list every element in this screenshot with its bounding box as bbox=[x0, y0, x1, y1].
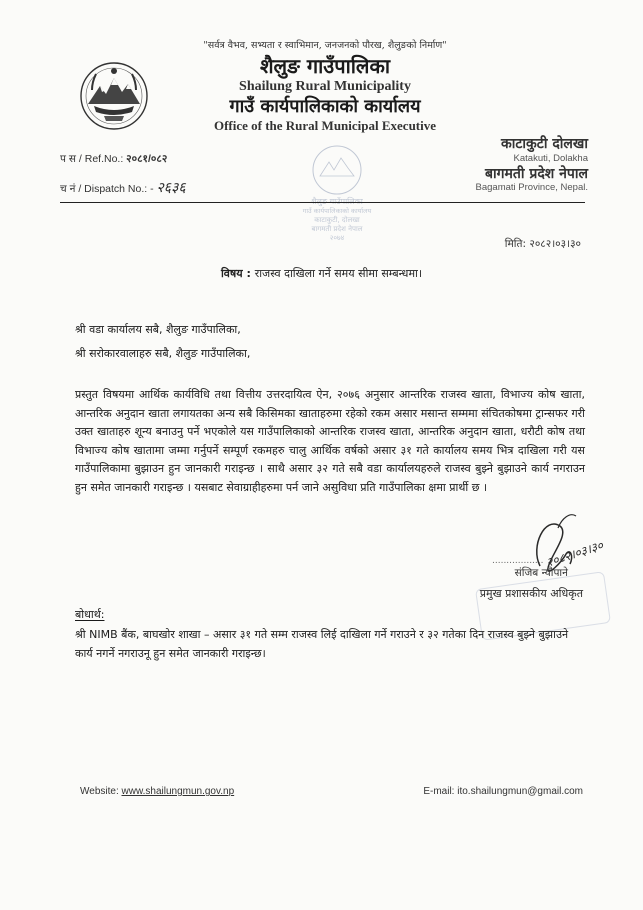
letter-date: मिति: २०८२।०३।३० bbox=[504, 238, 581, 250]
seal-text-1: शैलुङ गाउँपालिका bbox=[311, 197, 363, 206]
cc-body: श्री NIMB बैंक, बाघखोर शाखा – असार ३१ गते सम्म राजस्व लिई दाखिला गर्ने गराउने र ३२ गतेका दिन राजस्व बुझ्ने बुझाउने कार्य नगर्ने नगराउनू हुन समेत जानकारी गराइन्छ। bbox=[75, 628, 569, 660]
email-address[interactable]: ito.shailungmun@gmail.com bbox=[457, 786, 583, 797]
subject-text: राजस्व दाखिला गर्ने समय सीमा सम्बन्धमा। bbox=[254, 267, 423, 280]
seal-text-2: गाउँ कार्यपालिकाको कार्यालय bbox=[302, 207, 372, 215]
body-paragraph: प्रस्तुत विषयमा आर्थिक कार्यविधि तथा वित्तीय उत्तरदायित्व ऐन, २०७६ अनुसार आन्तरिक राजस्व खाता, विभाज्य कोष खाता, आन्तरिक अनुदान खाता लगायतका अन्य सबै किसिमका खाताहरुमा रहेको रकम असार मसान्त सम्ममा संचितकोषमा ट्रान्सफर गरी उक्त खाताहरु शून्य बनाउनु पर्ने भएकोले यस गाउँपालिकाको आन्तरिक राजस्व खाता, आन्तरिक अनुदान खाता, धरौटी कोष तथा विभाज्य कोष खातामा जम्मा गर्नुपर्ने सम्पूर्ण रकमहरु चालु आर्थिक वर्षको असार ३१ गते कार्यालय समय भित्र दाखिला गरी यस गाउँपालिकामा बुझाउन हुन जानकारी गराइन्छ । साथै असार ३२ गते सबै वडा कार्यालयहरुले राजस्व बुझ्ने बुझाउने कार्य नगराउन हुन समेत जानकारी गराइन्छ । यसबाट सेवाग्राहीहरुमा पर्न जाने असुविधा प्रति गाउँपालिका क्षमा प्रार्थी छ । bbox=[75, 388, 585, 494]
subject-line bbox=[0, 266, 643, 281]
address-nepali-line2: बागमती प्रदेश नेपाल bbox=[485, 166, 588, 182]
email-label: E-mail: bbox=[423, 786, 458, 797]
letter-body bbox=[75, 386, 585, 497]
address-english-line1: Katakuti, Dolakha bbox=[513, 153, 588, 164]
signer-designation: प्रमुख प्रशासकीय अधिकृत bbox=[479, 587, 583, 600]
ref-label: प स / Ref.No.: bbox=[60, 153, 127, 165]
signature-date-handwritten: २०८२।०३।३० bbox=[544, 538, 605, 570]
office-title-english: Office of the Rural Municipal Executive bbox=[213, 118, 437, 133]
municipality-title-nepali: शैलुङ गाउँपालिका bbox=[259, 54, 391, 78]
signature-dots: .................. bbox=[492, 556, 544, 566]
cc-label: बोधार्थ: bbox=[75, 608, 105, 621]
seal-text-4: बागमती प्रदेश नेपाल bbox=[311, 225, 363, 233]
address-english-line2: Bagamati Province, Nepal. bbox=[475, 182, 588, 193]
dispatch-label: च नं / Dispatch No.: - bbox=[60, 183, 154, 195]
recipient-line-2: श्री सरोकारवालाहरु सबै, शैलुङ गाउँपालिका, bbox=[75, 347, 251, 360]
recipient-line-1: श्री वडा कार्यालय सबै, शैलुङ गाउँपालिका, bbox=[75, 323, 241, 336]
motto-text: "सर्वत्र वैभव, सभ्यता र स्वाभिमान, जनजनको पौरख, शैलुङको निर्माण" bbox=[203, 40, 447, 51]
dispatch-number bbox=[60, 178, 186, 197]
municipality-title-english: Shailung Rural Municipality bbox=[239, 79, 411, 94]
footer-email bbox=[423, 786, 583, 797]
seal-text-5: २०७४ bbox=[329, 234, 345, 242]
reference-number bbox=[60, 152, 167, 166]
website-link[interactable]: www.shailungmun.gov.np bbox=[121, 786, 235, 797]
signer-name: संजिब न्यौपाने bbox=[514, 567, 568, 579]
seal-text-3: काटाकुटी, दोलखा bbox=[314, 216, 360, 224]
website-label: Website: bbox=[80, 786, 122, 797]
footer-website bbox=[80, 786, 234, 797]
nepal-emblem-logo bbox=[78, 58, 150, 134]
subject-label: विषय : bbox=[220, 267, 255, 280]
office-seal-stamp bbox=[296, 140, 378, 250]
header-divider bbox=[60, 202, 585, 203]
address-nepali-line1: काटाकुटी दोलखा bbox=[501, 136, 588, 152]
dispatch-value-handwritten: २६३६ bbox=[156, 180, 186, 196]
ref-value: २०८१/०८२ bbox=[126, 153, 168, 165]
office-title-nepali: गाउँ कार्यपालिकाको कार्यालय bbox=[229, 96, 421, 117]
